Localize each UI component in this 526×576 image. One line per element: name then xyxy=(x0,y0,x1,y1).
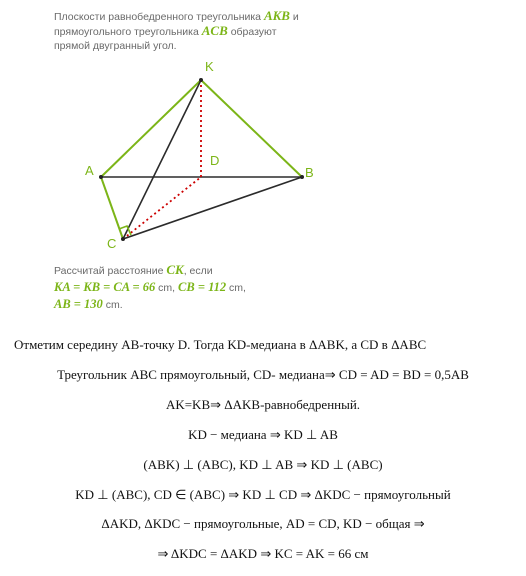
edge-ck xyxy=(123,80,201,239)
label-c: C xyxy=(107,236,117,250)
unit-cm: cm. xyxy=(102,299,123,311)
edge-ka xyxy=(101,80,201,177)
problem-question xyxy=(54,263,246,312)
unit-cm: cm, xyxy=(155,282,179,294)
solution-line-4: KD − медиана ⇒ KD ⊥ AB xyxy=(188,427,338,442)
triangle-akb: AKB xyxy=(263,8,290,23)
intro-text: прямоугольного треугольника xyxy=(54,26,202,38)
question-line-1 xyxy=(54,263,246,278)
label-b: B xyxy=(305,165,314,180)
intro-text: Плоскости равнобедренного треугольника xyxy=(54,11,264,23)
intro-text: образуют xyxy=(227,26,277,38)
point-b xyxy=(300,175,304,179)
solution-line-2: Треугольник ABC прямоугольный, CD- медиана⇒ CD = AD = BD = 0,5AB xyxy=(57,367,469,382)
problem-line-2 xyxy=(54,24,299,39)
given-ab: AB = 130 xyxy=(54,297,103,311)
point-c xyxy=(121,237,125,241)
given-ka-kb-ca: KA = KB = CA = 66 xyxy=(54,280,156,294)
ask-text: Рассчитай расстояние xyxy=(54,265,167,277)
question-line-2 xyxy=(54,280,246,295)
pyramid-figure xyxy=(70,55,330,250)
problem-line-3: прямой двугранный угол. xyxy=(54,40,177,52)
label-a: A xyxy=(85,163,94,178)
median-cd xyxy=(123,177,201,239)
triangle-acb: ACB xyxy=(201,23,228,38)
intro-text: и xyxy=(289,11,299,23)
unit-cm: cm, xyxy=(226,282,246,294)
solution-line-7: ΔAKD, ΔKDC − прямоугольные, AD = CD, KD − общая ⇒ xyxy=(101,516,425,531)
edge-ac xyxy=(101,177,123,239)
question-line-3 xyxy=(54,297,246,312)
point-k xyxy=(199,78,203,82)
point-a xyxy=(99,175,103,179)
label-d: D xyxy=(210,153,220,168)
edge-cb xyxy=(123,177,302,239)
problem-line-1 xyxy=(54,9,299,24)
given-cb: CB = 112 xyxy=(178,280,227,294)
solution-line-6: KD ⊥ (ABC), CD ∈ (ABC) ⇒ KD ⊥ CD ⇒ ΔKDC − прямоугольный xyxy=(75,487,451,502)
solution-line-8: ⇒ ΔKDC = ΔAKD ⇒ KC = AK = 66 см xyxy=(157,546,369,561)
label-k: K xyxy=(205,59,214,74)
solution-line-3: AK=KB⇒ ΔAKB-равнобедренный. xyxy=(165,397,361,412)
solution-line-1: Отметим середину AB-точку D. Тогда KD-медиана в ΔABK, а CD в ΔABC xyxy=(14,337,427,352)
problem-intro xyxy=(54,9,299,53)
segment-ck: CK xyxy=(166,262,184,277)
ask-text: , если xyxy=(183,265,213,277)
solution-line-5: (ABK) ⊥ (ABC), KD ⊥ AB ⇒ KD ⊥ (ABC) xyxy=(143,457,383,472)
